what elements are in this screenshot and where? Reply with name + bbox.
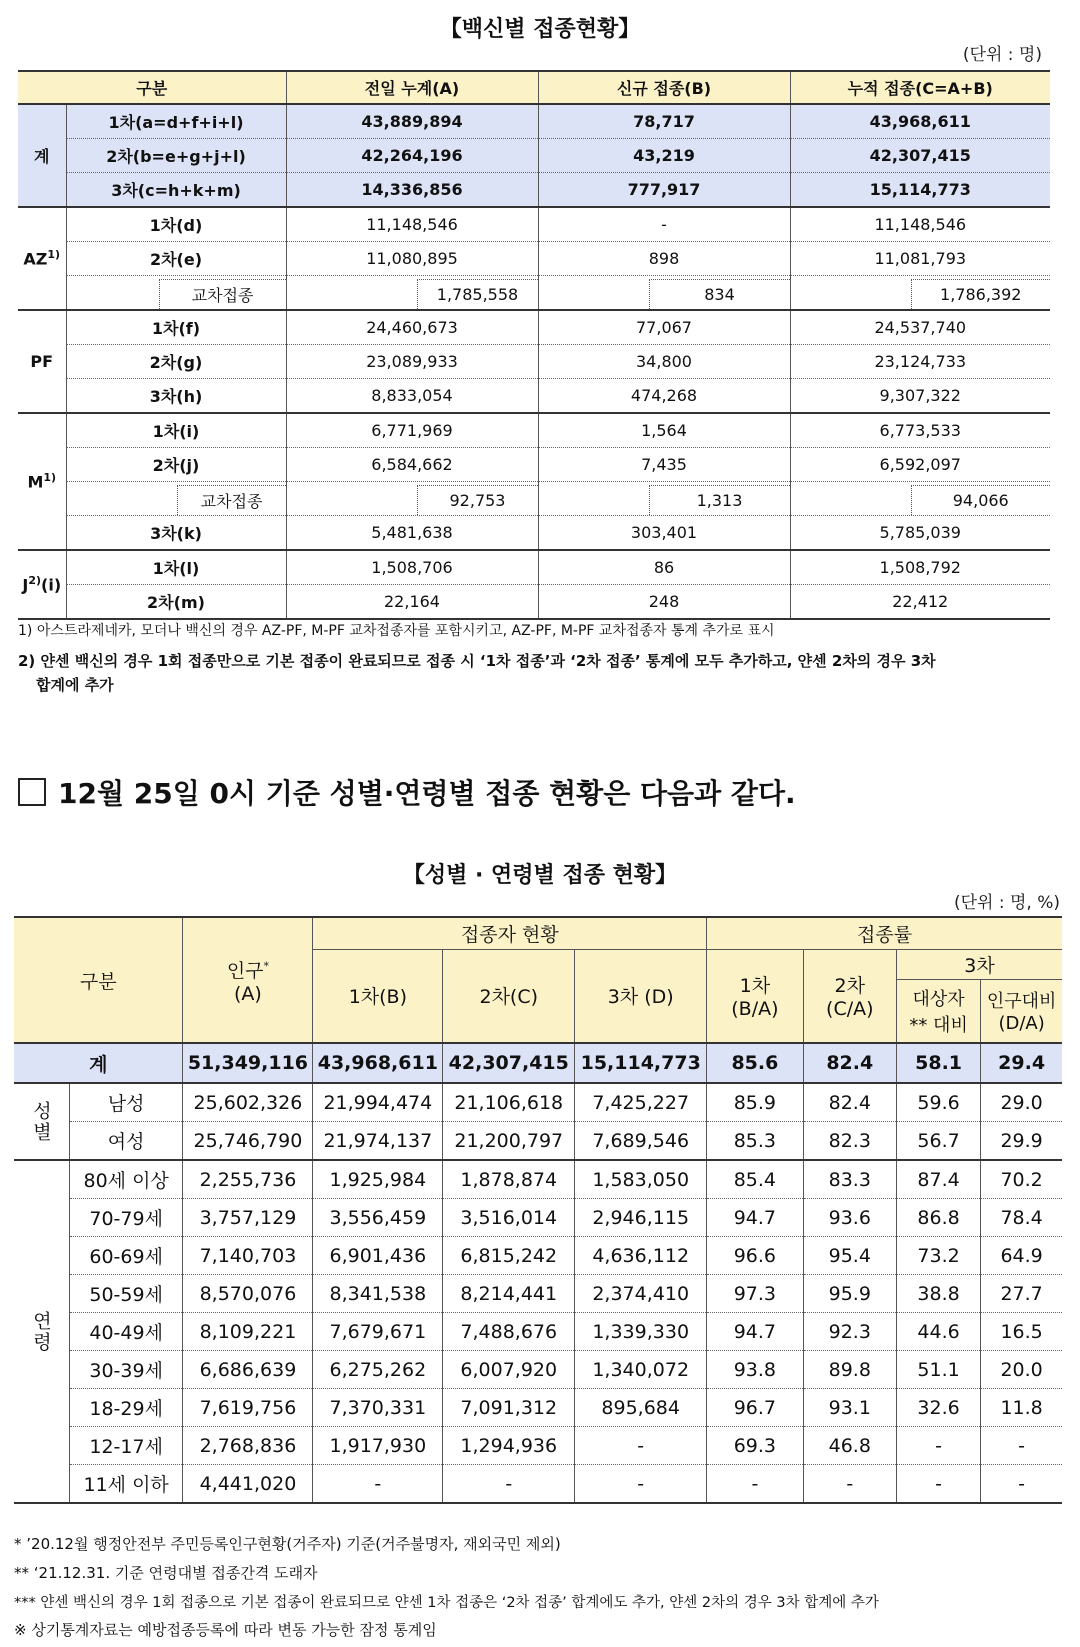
- cell: 92.3: [803, 1313, 896, 1351]
- vaccine-status-table: [18, 70, 1050, 620]
- cell: 6,007,920: [443, 1351, 575, 1389]
- cell: 14,336,856: [286, 173, 538, 208]
- cell: 95.4: [803, 1237, 896, 1275]
- cross-label-cell: [66, 482, 286, 516]
- cell: 6,275,262: [313, 1351, 443, 1389]
- row-label: 3차(c=h+k+m): [66, 173, 286, 208]
- table-row: [14, 1389, 1062, 1427]
- cell: 93.8: [707, 1351, 803, 1389]
- col-rate3-pop: 인구대비 (D/A): [981, 979, 1062, 1043]
- cell: 11.8: [981, 1389, 1062, 1427]
- row-label: 2차(b=e+g+j+l): [66, 139, 286, 173]
- footnote-2: ** ‘21.12.31. 기준 연령대별 접종간격 도래자: [14, 1564, 318, 1582]
- cell: 1,508,792: [790, 550, 1050, 585]
- col-vaccinated: 접종자 현황: [313, 917, 707, 949]
- cell: 7,435: [538, 448, 790, 482]
- cell: 5,785,039: [790, 516, 1050, 551]
- cell: 21,994,474: [313, 1083, 443, 1122]
- cell: 70.2: [981, 1160, 1062, 1199]
- cell: 77,067: [538, 310, 790, 345]
- cell: 1,917,930: [313, 1427, 443, 1465]
- cell: 21,200,797: [443, 1122, 575, 1161]
- cell: 1,925,984: [313, 1160, 443, 1199]
- cell: 78,717: [538, 104, 790, 139]
- cell: 69.3: [707, 1427, 803, 1465]
- cell: 2,374,410: [575, 1275, 707, 1313]
- checkbox-square-icon: [18, 778, 46, 806]
- table-row: [14, 1083, 1062, 1122]
- cell: -: [896, 1427, 980, 1465]
- row-label: 계: [14, 1043, 183, 1083]
- cell: 7,488,676: [443, 1313, 575, 1351]
- cross-cell: 92,753: [286, 482, 538, 516]
- section-heading: 12월 25일 0시 기준 성별·연령별 접종 현황은 다음과 같다.: [18, 772, 796, 812]
- cell: 303,401: [538, 516, 790, 551]
- cell: 97.3: [707, 1275, 803, 1313]
- cell: 94.7: [707, 1313, 803, 1351]
- cell: 11,148,546: [790, 207, 1050, 242]
- table-row: [18, 207, 1050, 242]
- cell: 6,815,242: [443, 1237, 575, 1275]
- row-label: 1차(a=d+f+i+l): [66, 104, 286, 139]
- group-sex: 성별: [14, 1083, 69, 1160]
- cell: 42,264,196: [286, 139, 538, 173]
- group-az: AZ$^{1)}$: [18, 207, 66, 310]
- row-label: 2차(e): [66, 242, 286, 276]
- cell: -: [575, 1465, 707, 1504]
- col-rate1: 1차 (B/A): [707, 949, 803, 1043]
- cell: 7,689,546: [575, 1122, 707, 1161]
- cell: 7,679,671: [313, 1313, 443, 1351]
- table-row: [18, 448, 1050, 482]
- row-label: 2차(g): [66, 345, 286, 379]
- note-2a: 2) 얀센 백신의 경우 1회 접종만으로 기본 접종이 완료되므로 접종 시 ‘1차 접종’과 ‘2차 접종’ 통계에 모두 추가하고, 얀센 2차의 경우 3차: [18, 652, 936, 670]
- col-population: 인구* (A): [183, 917, 313, 1043]
- cell: 23,089,933: [286, 345, 538, 379]
- cell: 8,214,441: [443, 1275, 575, 1313]
- table-row: [18, 516, 1050, 551]
- cell: 25,602,326: [183, 1083, 313, 1122]
- table-row: [18, 413, 1050, 448]
- col-dose1: 1차(B): [313, 949, 443, 1043]
- table-row: [18, 173, 1050, 208]
- table-row: [14, 1427, 1062, 1465]
- cell: 51.1: [896, 1351, 980, 1389]
- col-cumulative: 누적 접종(C=A+B): [790, 71, 1050, 104]
- table-row: [18, 550, 1050, 585]
- cell: 56.7: [896, 1122, 980, 1161]
- col-gubun: 구분: [14, 917, 183, 1043]
- table-row: [18, 482, 1050, 516]
- row-label: 80세 이상: [69, 1160, 183, 1199]
- cell: 6,584,662: [286, 448, 538, 482]
- cell: 474,268: [538, 379, 790, 414]
- col-prev-total: 전일 누계(A): [286, 71, 538, 104]
- table-row: [18, 139, 1050, 173]
- cell: 94.7: [707, 1199, 803, 1237]
- note-1: 1) 아스트라제네카, 모더나 백신의 경우 AZ-PF, M-PF 교차접종자를 포함시키고, AZ-PF, M-PF 교차접종자 통계 추가로 표시: [18, 623, 775, 639]
- row-label: 1차(l): [66, 550, 286, 585]
- cell: 11,148,546: [286, 207, 538, 242]
- table-row: [18, 276, 1050, 311]
- cell: 15,114,773: [790, 173, 1050, 208]
- cell: 1,339,330: [575, 1313, 707, 1351]
- cell: 1,508,706: [286, 550, 538, 585]
- cell: 22,164: [286, 585, 538, 620]
- cell: 6,686,639: [183, 1351, 313, 1389]
- cell: 1,564: [538, 413, 790, 448]
- table-row: [14, 1043, 1062, 1083]
- cell: 89.8: [803, 1351, 896, 1389]
- row-label: 1차(i): [66, 413, 286, 448]
- table-row: [14, 1160, 1062, 1199]
- cell: 1,340,072: [575, 1351, 707, 1389]
- cell: 5,481,638: [286, 516, 538, 551]
- table-row: [14, 1465, 1062, 1504]
- cell: 6,771,969: [286, 413, 538, 448]
- age-table-title: 【성별 · 연령별 접종 현황】: [402, 863, 678, 888]
- note-2b: 합계에 추가: [36, 676, 114, 694]
- cell: 1,294,936: [443, 1427, 575, 1465]
- row-label: 여성: [69, 1122, 183, 1161]
- cell: 16.5: [981, 1313, 1062, 1351]
- cell: -: [575, 1427, 707, 1465]
- group-pf: PF: [18, 310, 66, 413]
- cell: 248: [538, 585, 790, 620]
- cell: 8,341,538: [313, 1275, 443, 1313]
- cell: 85.6: [707, 1043, 803, 1083]
- cell: 6,592,097: [790, 448, 1050, 482]
- cell: 58.1: [896, 1043, 980, 1083]
- cell: -: [981, 1427, 1062, 1465]
- cell: 42,307,415: [790, 139, 1050, 173]
- cell: 46.8: [803, 1427, 896, 1465]
- cell: 7,370,331: [313, 1389, 443, 1427]
- cell: 8,109,221: [183, 1313, 313, 1351]
- vaccine-table-header: [18, 71, 1050, 104]
- cell: 82.3: [803, 1122, 896, 1161]
- cell: 1,878,874: [443, 1160, 575, 1199]
- cell: -: [981, 1465, 1062, 1504]
- table-row: [14, 1199, 1062, 1237]
- cell: 8,570,076: [183, 1275, 313, 1313]
- cell: 3,556,459: [313, 1199, 443, 1237]
- cell: 21,106,618: [443, 1083, 575, 1122]
- cross-cell: 834: [538, 276, 790, 311]
- row-label: 남성: [69, 1083, 183, 1122]
- cell: 86: [538, 550, 790, 585]
- cell: 38.8: [896, 1275, 980, 1313]
- table-row: [14, 1122, 1062, 1161]
- footnote-3: *** 얀센 백신의 경우 1회 접종으로 기본 접종이 완료되므로 얀센 1차 접종은 ‘2차 접종’ 합계에도 추가, 얀센 2차의 경우 3차 합계에 추가: [14, 1595, 879, 1611]
- cell: 11,081,793: [790, 242, 1050, 276]
- cell: 24,460,673: [286, 310, 538, 345]
- cell: 82.4: [803, 1083, 896, 1122]
- cell: 96.6: [707, 1237, 803, 1275]
- table-row: [18, 345, 1050, 379]
- cell: 59.6: [896, 1083, 980, 1122]
- col-dose3: 3차 (D): [575, 949, 707, 1043]
- table-row: [18, 379, 1050, 414]
- cross-cell: 1,313: [538, 482, 790, 516]
- table-row: [14, 1313, 1062, 1351]
- cell: 96.7: [707, 1389, 803, 1427]
- cell: 32.6: [896, 1389, 980, 1427]
- cell: 29.9: [981, 1122, 1062, 1161]
- cell: 93.1: [803, 1389, 896, 1427]
- group-m: $M^{1)}$: [18, 413, 66, 550]
- col-new: 신규 접종(B): [538, 71, 790, 104]
- cell: -: [443, 1465, 575, 1504]
- cell: 1,583,050: [575, 1160, 707, 1199]
- row-label: 1차(d): [66, 207, 286, 242]
- group-total: 계: [18, 104, 66, 207]
- cell: 27.7: [981, 1275, 1062, 1313]
- col-rate2: 2차 (C/A): [803, 949, 896, 1043]
- col-rate3: 3차: [896, 949, 1062, 979]
- cell: 93.6: [803, 1199, 896, 1237]
- row-label: 18-29세: [69, 1389, 183, 1427]
- cell: 6,773,533: [790, 413, 1050, 448]
- footnote-4: ※ 상기통계자료는 예방접종등록에 따라 변동 가능한 잠정 통계임: [14, 1621, 437, 1639]
- cell: 2,946,115: [575, 1199, 707, 1237]
- cell: 3,516,014: [443, 1199, 575, 1237]
- cell: 78.4: [981, 1199, 1062, 1237]
- cell: 51,349,116: [183, 1043, 313, 1083]
- row-label: 2차(j): [66, 448, 286, 482]
- table-row: [18, 242, 1050, 276]
- age-table-unit: (단위 : 명, %): [953, 893, 1060, 913]
- cross-cell: 1,785,558: [286, 276, 538, 311]
- row-label: 60-69세: [69, 1237, 183, 1275]
- cell: 87.4: [896, 1160, 980, 1199]
- row-label: 40-49세: [69, 1313, 183, 1351]
- cell: 7,425,227: [575, 1083, 707, 1122]
- col-rate: 접종률: [707, 917, 1062, 949]
- cell: -: [538, 207, 790, 242]
- cell: 11,080,895: [286, 242, 538, 276]
- cross-cell: 1,786,392: [790, 276, 1050, 311]
- table-row: [14, 1275, 1062, 1313]
- cell: -: [707, 1465, 803, 1504]
- cell: 34,800: [538, 345, 790, 379]
- cross-label: 교차접종: [177, 485, 286, 515]
- cell: 9,307,322: [790, 379, 1050, 414]
- cell: 95.9: [803, 1275, 896, 1313]
- col-gubun: 구분: [18, 71, 286, 104]
- cell: 777,917: [538, 173, 790, 208]
- cell: 85.3: [707, 1122, 803, 1161]
- cell: 85.4: [707, 1160, 803, 1199]
- row-label: 12-17세: [69, 1427, 183, 1465]
- cell: 29.4: [981, 1043, 1062, 1083]
- cell: 6,901,436: [313, 1237, 443, 1275]
- cell: 8,833,054: [286, 379, 538, 414]
- cell: 43,889,894: [286, 104, 538, 139]
- cell: 7,619,756: [183, 1389, 313, 1427]
- cell: 20.0: [981, 1351, 1062, 1389]
- cell: 895,684: [575, 1389, 707, 1427]
- col-rate3-target: 대상자 ** 대비: [896, 979, 980, 1043]
- cell: 43,219: [538, 139, 790, 173]
- cell: 82.4: [803, 1043, 896, 1083]
- cell: 7,140,703: [183, 1237, 313, 1275]
- cell: 43,968,611: [790, 104, 1050, 139]
- cell: -: [896, 1465, 980, 1504]
- cell: 29.0: [981, 1083, 1062, 1122]
- row-label: 3차(k): [66, 516, 286, 551]
- row-label: 70-79세: [69, 1199, 183, 1237]
- cross-cell: 94,066: [790, 482, 1050, 516]
- group-age: 연령: [14, 1160, 69, 1503]
- row-label: 11세 이하: [69, 1465, 183, 1504]
- cell: -: [803, 1465, 896, 1504]
- cell: 42,307,415: [443, 1043, 575, 1083]
- table-row: [14, 1351, 1062, 1389]
- row-label: 50-59세: [69, 1275, 183, 1313]
- footnote-1: * ’20.12월 행정안전부 주민등록인구현황(거주자) 기준(거주불명자, 재외국민 제외): [14, 1535, 561, 1553]
- cell: 25,746,790: [183, 1122, 313, 1161]
- cross-label: 교차접종: [159, 279, 286, 309]
- cell: 4,636,112: [575, 1237, 707, 1275]
- cell: 3,757,129: [183, 1199, 313, 1237]
- cell: 21,974,137: [313, 1122, 443, 1161]
- cell: 44.6: [896, 1313, 980, 1351]
- sex-age-table: [14, 916, 1062, 1504]
- vaccine-table-title: 【백신별 접종현황】: [439, 17, 641, 42]
- cell: 24,537,740: [790, 310, 1050, 345]
- col-dose2: 2차(C): [443, 949, 575, 1043]
- cell: 15,114,773: [575, 1043, 707, 1083]
- row-label: 3차(h): [66, 379, 286, 414]
- cell: -: [313, 1465, 443, 1504]
- cell: 85.9: [707, 1083, 803, 1122]
- table-row: [18, 585, 1050, 620]
- cell: 4,441,020: [183, 1465, 313, 1504]
- cell: 64.9: [981, 1237, 1062, 1275]
- cell: 898: [538, 242, 790, 276]
- group-j: $J^{2)}(i)$: [18, 550, 66, 619]
- table-row: [18, 310, 1050, 345]
- row-label: 30-39세: [69, 1351, 183, 1389]
- row-label: 1차(f): [66, 310, 286, 345]
- cell: 86.8: [896, 1199, 980, 1237]
- cell: 83.3: [803, 1160, 896, 1199]
- cell: 2,255,736: [183, 1160, 313, 1199]
- cell: 23,124,733: [790, 345, 1050, 379]
- table-row: [18, 104, 1050, 139]
- cross-label-cell: [66, 276, 286, 311]
- cell: 2,768,836: [183, 1427, 313, 1465]
- cell: 7,091,312: [443, 1389, 575, 1427]
- row-label: 2차(m): [66, 585, 286, 620]
- table-row: [14, 1237, 1062, 1275]
- vaccine-table-unit: (단위 : 명): [962, 45, 1042, 65]
- cell: 73.2: [896, 1237, 980, 1275]
- cell: 22,412: [790, 585, 1050, 620]
- cell: 43,968,611: [313, 1043, 443, 1083]
